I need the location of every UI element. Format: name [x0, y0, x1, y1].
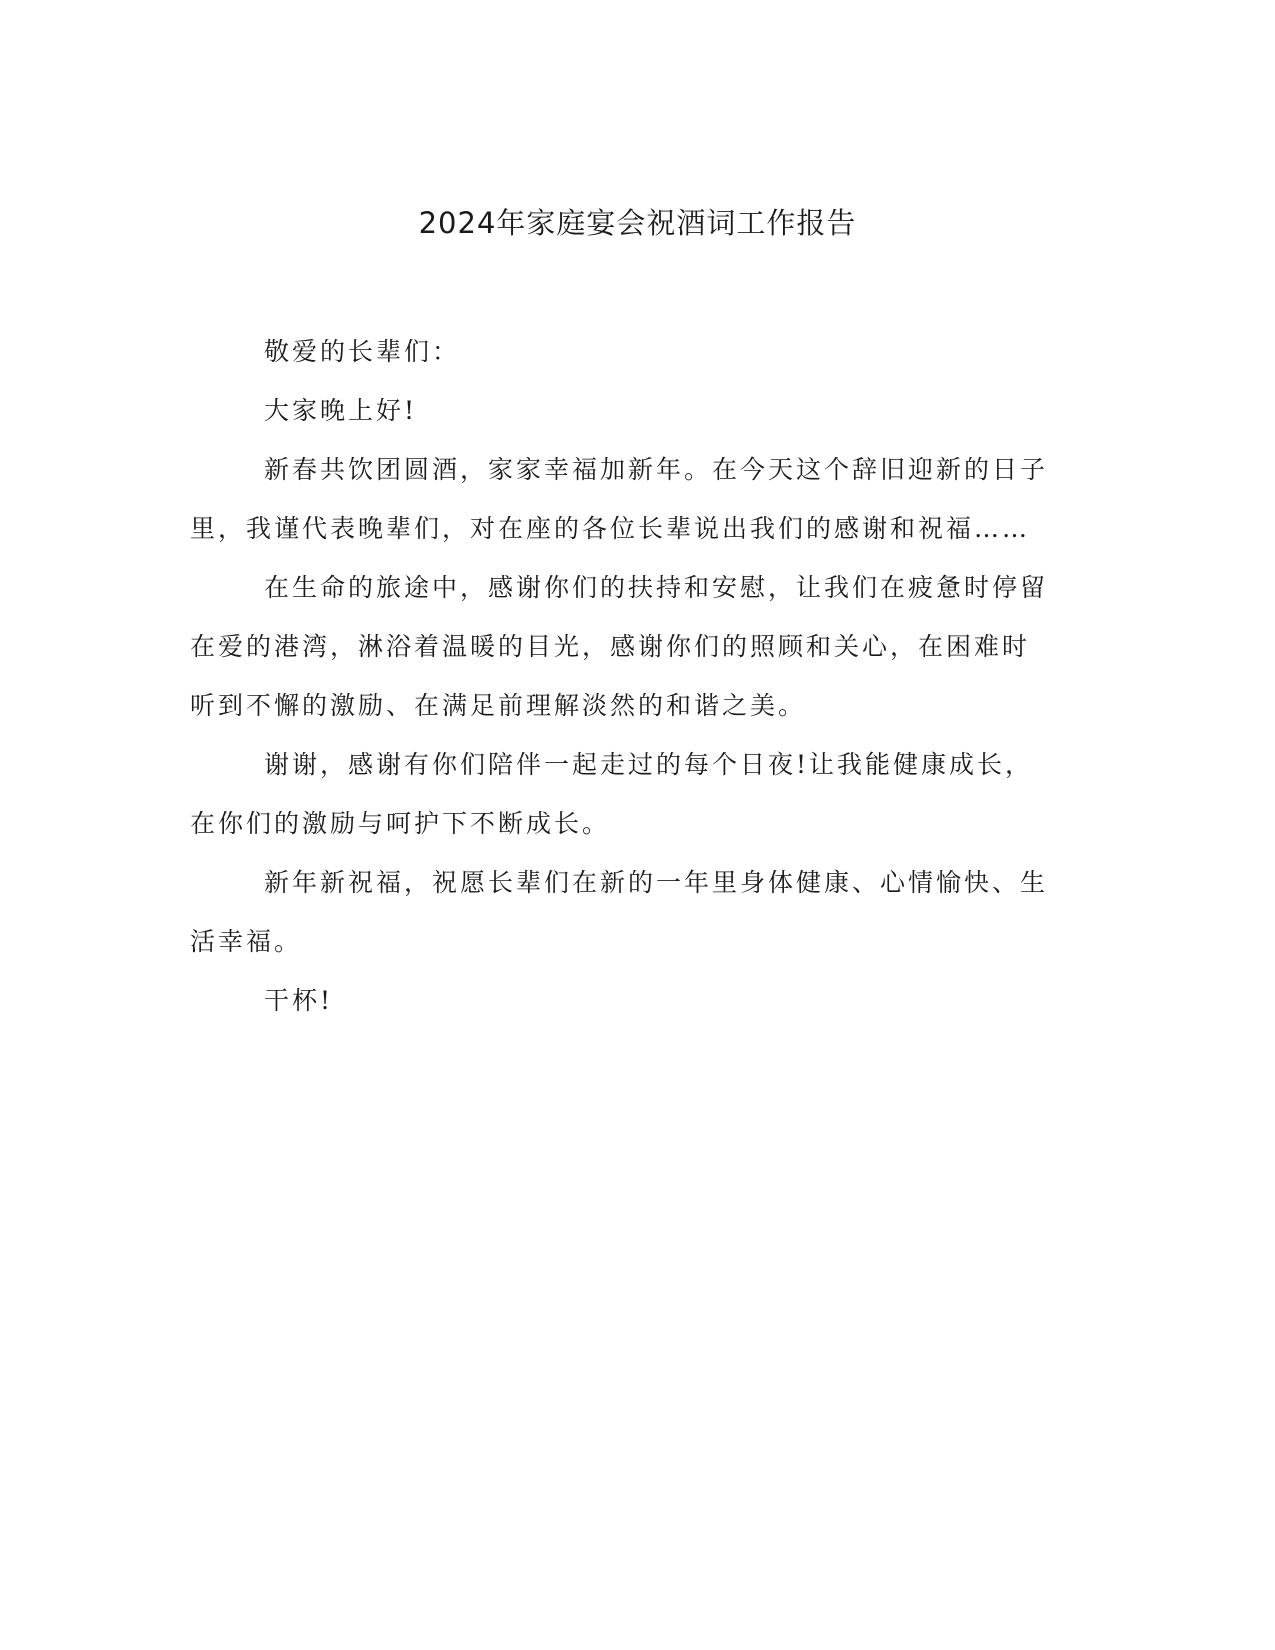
- paragraph-blessings: 新年新祝福，祝愿长辈们在新的一年里身体健康、心情愉快、生 活幸福。: [190, 868, 1049, 956]
- salutation: 敬爱的长辈们：: [264, 337, 461, 366]
- toast-closing: 干杯!: [264, 986, 334, 1015]
- document-body: [190, 322, 1080, 1030]
- paragraph-gratitude: 在生命的旅途中，感谢你们的扶持和安慰，让我们在疲惫时停留 在爱的港湾，淋浴着温暖的目光，感谢你们的照顾和关心，在困难时 听到不懈的激励、在满足前理解淡然的和谐之美。: [190, 573, 1049, 720]
- paragraph-companionship: 谢谢，感谢有你们陪伴一起走过的每个日夜!让我能健康成长， 在你们的激励与呵护下不断成长。: [190, 750, 1034, 838]
- greeting: 大家晚上好!: [264, 396, 418, 425]
- paragraph-new-year-thanks: 新春共饮团圆酒，家家幸福加新年。在今天这个辞旧迎新的日子 里，我谨代表晚辈们，对在座的各位长辈说出我们的感谢和祝福……: [190, 455, 1049, 543]
- document-title: 2024年家庭宴会祝酒词工作报告: [418, 206, 857, 240]
